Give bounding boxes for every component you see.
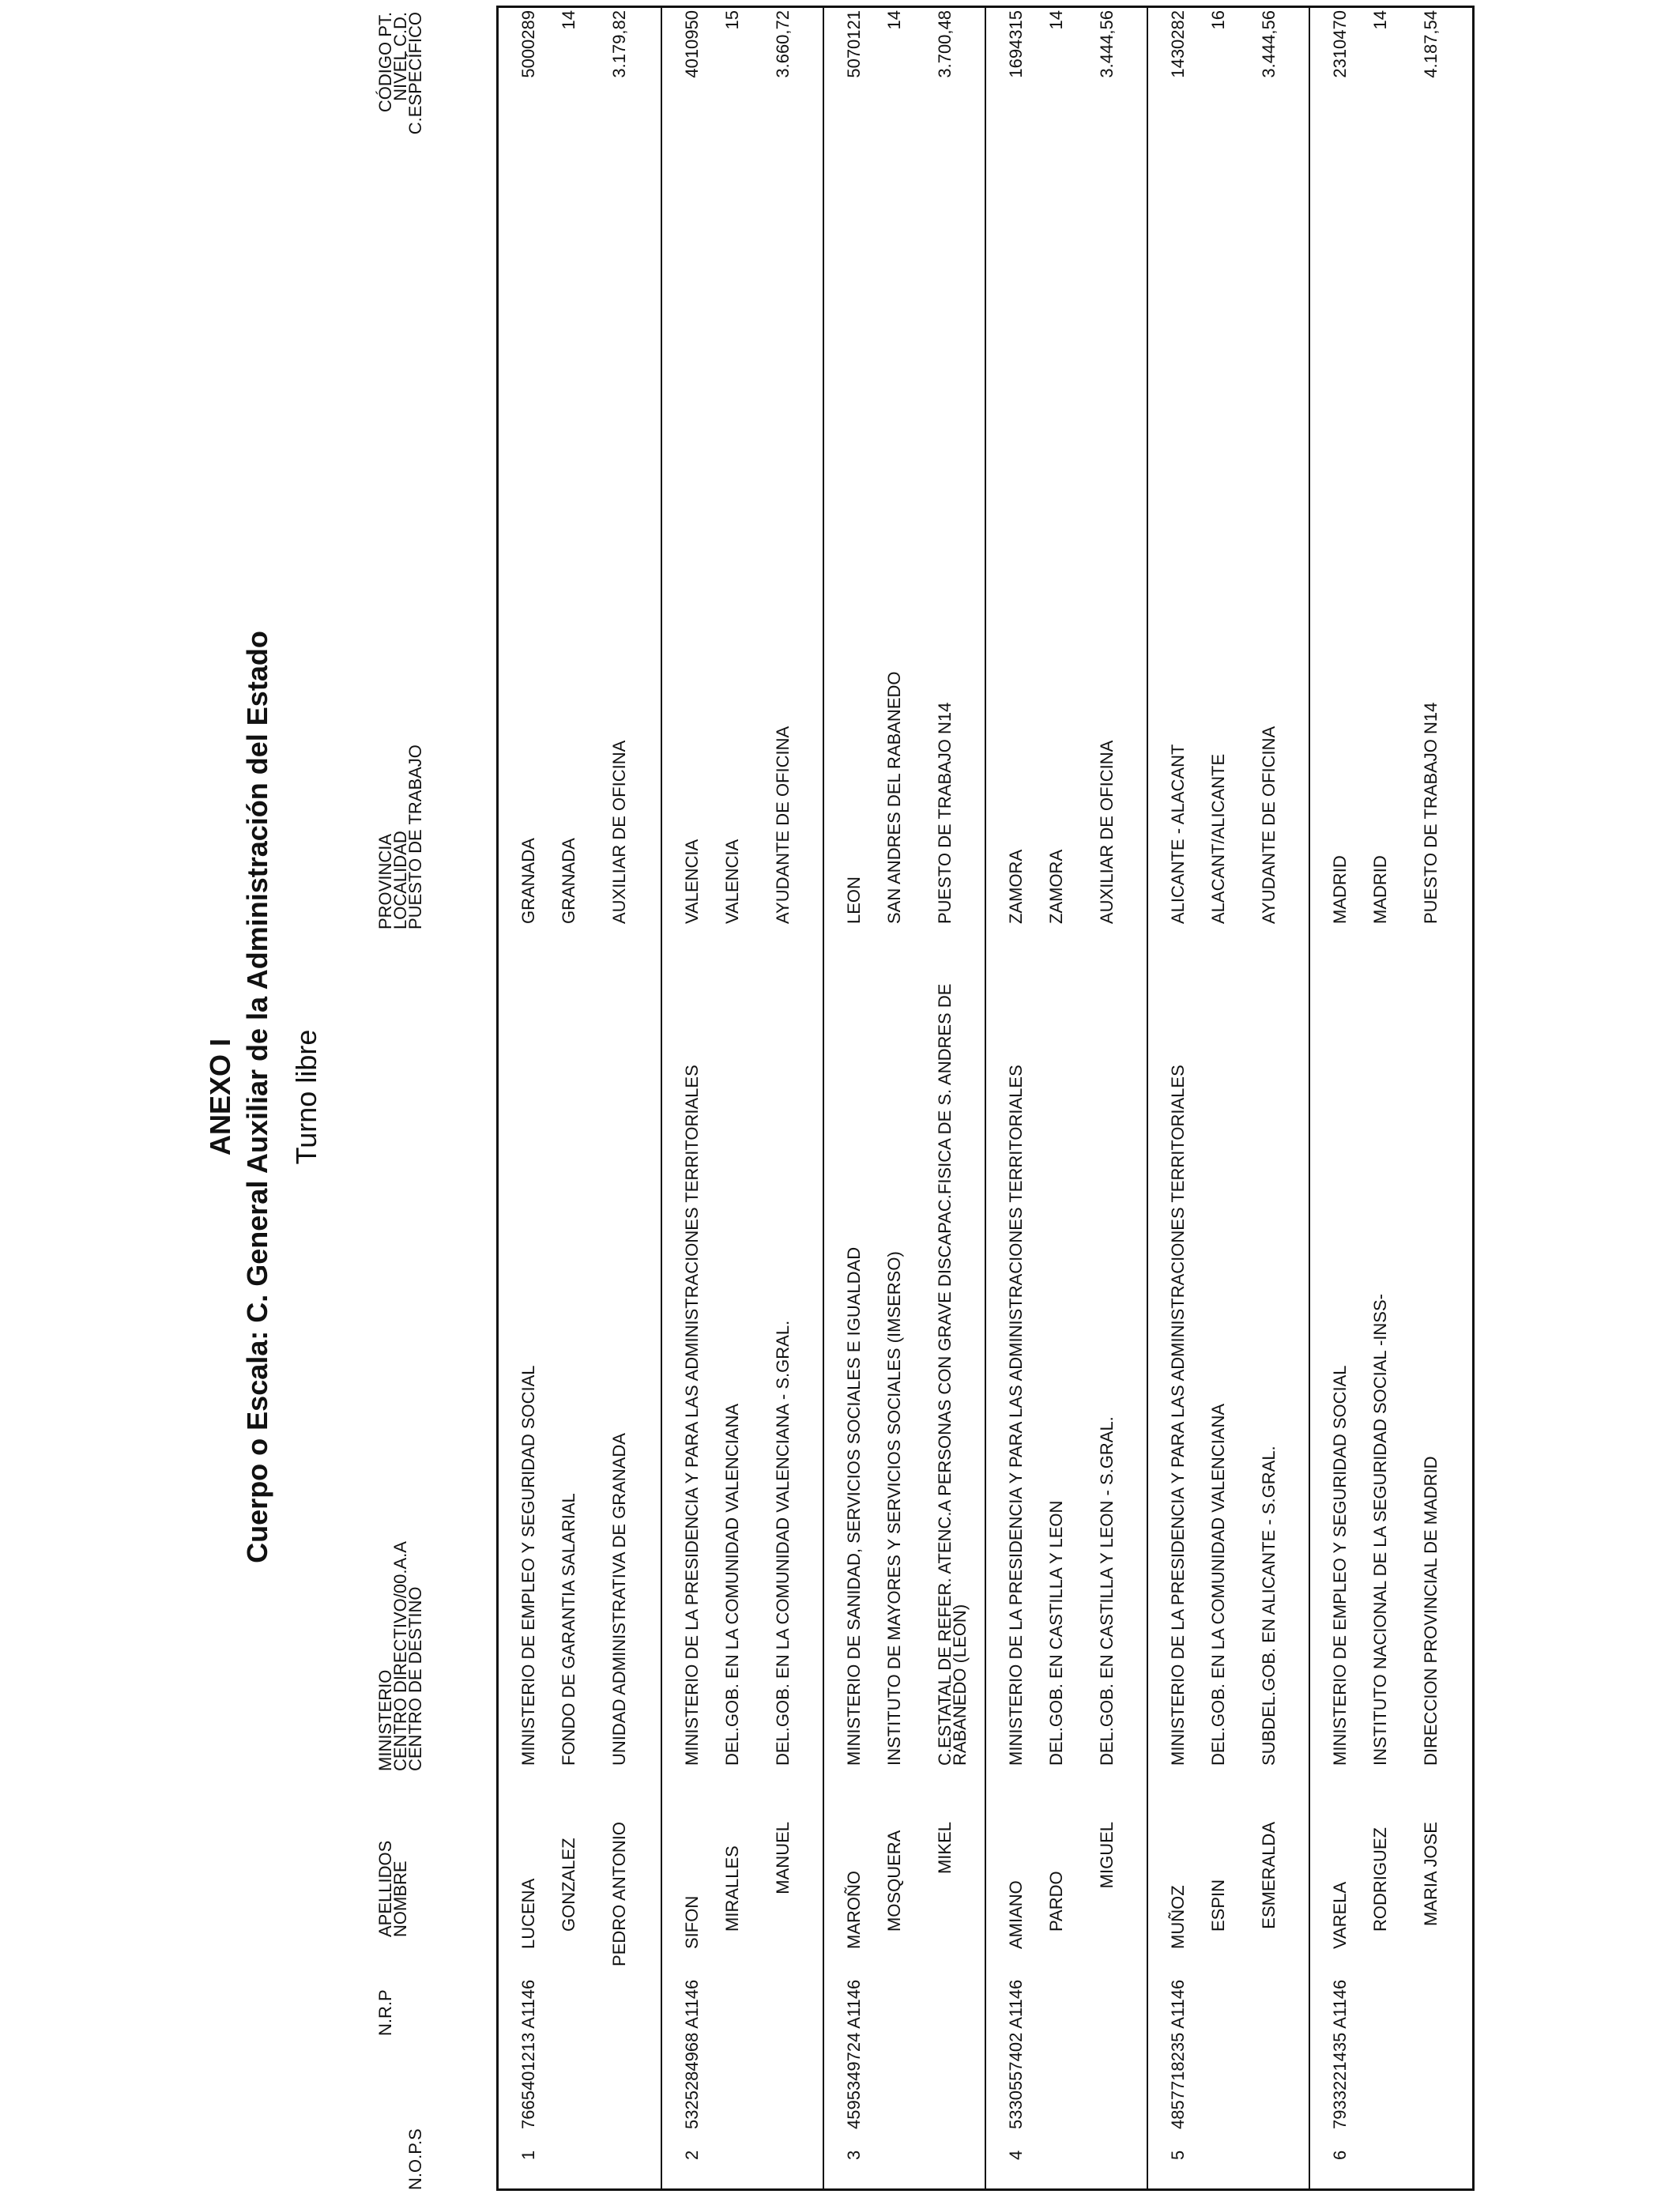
row-especifico: 3.179,82 (609, 10, 629, 78)
row-apellido1: SIFON (682, 1895, 702, 1949)
row-puesto: AYUDANTE DE OFICINA (1259, 726, 1279, 924)
row-centro: DEL.GOB. EN LA COMUNIDAD VALENCIANA (722, 1403, 742, 1766)
row-destino: C.ESTATAL DE REFER. ATENC.A PERSONAS CON GRAVE DISCAPAC.FISICA DE S. ANDRES DE RABANEDO (LEON) (935, 983, 970, 1766)
row-especifico: 4.187,54 (1421, 10, 1441, 78)
header-codigo: CÓDIGO PT. NIVEL C.D. C.ESPECÍFICO (375, 12, 425, 135)
row-nrp: 7933221435 A1146 (1330, 1979, 1350, 2129)
header-nrp: N.R.P (375, 1989, 395, 2036)
row-ministerio: MINISTERIO DE EMPLEO Y SEGURIDAD SOCIAL (1330, 1365, 1350, 1766)
row-apellido1: VARELA (1330, 1881, 1350, 1949)
row-nombre: MARIA JOSE (1421, 1822, 1441, 1927)
row-centro: DEL.GOB. EN LA COMUNIDAD VALENCIANA (1208, 1403, 1228, 1766)
table-row (661, 8, 824, 2188)
row-ministerio: MINISTERIO DE LA PRESIDENCIA Y PARA LAS ADMINISTRACIONES TERRITORIALES (682, 1065, 702, 1766)
table-row (823, 8, 986, 2188)
row-provincia: GRANADA (518, 838, 538, 924)
turno-label: Turno libre (290, 1029, 322, 1165)
row-provincia: VALENCIA (682, 839, 702, 924)
row-apellido2: MIRALLES (722, 1845, 742, 1932)
row-provincia: MADRID (1330, 855, 1350, 924)
row-puesto: AUXILIAR DE OFICINA (609, 740, 629, 924)
row-nombre: PEDRO ANTONIO (609, 1822, 629, 1966)
header-nops: N.O.P.S (405, 2128, 425, 2190)
row-puesto: PUESTO DE TRABAJO N14 (935, 702, 955, 924)
row-apellido2: ESPIN (1208, 1879, 1228, 1932)
row-puesto: AYUDANTE DE OFICINA (773, 726, 793, 924)
row-especifico: 3.660,72 (773, 10, 793, 78)
row-destino: SUBDEL.GOB. EN ALICANTE - S.GRAL. (1259, 1446, 1279, 1766)
row-codigo: 4010950 (682, 10, 702, 78)
row-destino: DIRECCION PROVINCIAL DE MADRID (1421, 1456, 1441, 1766)
row-nombre: ESMERALDA (1259, 1822, 1279, 1929)
row-number: 3 (844, 2150, 864, 2160)
header-ministerio: MINISTERIO CENTRO DIRECTIVO/00.A.A CENTRO DE DESTINO (375, 1541, 425, 1771)
table-row (499, 8, 661, 2188)
row-localidad: SAN ANDRES DEL RABANEDO (884, 671, 904, 924)
row-centro: DEL.GOB. EN CASTILLA Y LEON (1046, 1500, 1066, 1766)
row-codigo: 1430282 (1168, 10, 1188, 78)
row-localidad: ALACANT/ALICANTE (1208, 753, 1228, 924)
row-destino: UNIDAD ADMINISTRATIVA DE GRANADA (609, 1433, 629, 1766)
row-provincia: ALICANTE - ALACANT (1168, 744, 1188, 924)
row-ministerio: MINISTERIO DE SANIDAD, SERVICIOS SOCIALES E IGUALDAD (844, 1246, 864, 1766)
row-ministerio: MINISTERIO DE LA PRESIDENCIA Y PARA LAS ADMINISTRACIONES TERRITORIALES (1168, 1065, 1188, 1766)
row-codigo: 1694315 (1006, 10, 1026, 78)
row-centro: INSTITUTO DE MAYORES Y SERVICIOS SOCIALES (IMSERSO) (884, 1251, 904, 1766)
row-nivel: 14 (884, 10, 904, 30)
table-row (985, 8, 1148, 2188)
row-apellido2: RODRIGUEZ (1370, 1827, 1390, 1932)
row-destino: DEL.GOB. EN CASTILLA Y LEON - S.GRAL. (1097, 1416, 1117, 1766)
row-nivel: 16 (1208, 10, 1228, 30)
row-ministerio: MINISTERIO DE EMPLEO Y SEGURIDAD SOCIAL (518, 1365, 538, 1766)
row-number: 6 (1330, 2150, 1350, 2160)
row-nrp: 5330557402 A1146 (1006, 1979, 1026, 2129)
row-codigo: 5070121 (844, 10, 864, 78)
row-nrp: 5325284968 A1146 (682, 1979, 702, 2129)
row-apellido2: MOSQUERA (884, 1830, 904, 1932)
row-nrp: 4595349724 A1146 (844, 1979, 864, 2129)
row-number: 5 (1168, 2150, 1188, 2160)
row-puesto: AUXILIAR DE OFICINA (1097, 740, 1117, 924)
row-apellido1: MAROÑO (844, 1871, 864, 1949)
row-codigo: 5000289 (518, 10, 538, 78)
adjudication-table (496, 6, 1475, 2191)
row-nivel: 14 (559, 10, 578, 30)
row-nivel: 14 (1370, 10, 1390, 30)
row-nombre: MANUEL (773, 1822, 793, 1894)
row-centro: FONDO DE GARANTIA SALARIAL (559, 1493, 578, 1766)
row-nombre: MIGUEL (1097, 1822, 1117, 1889)
header-apellidos-nombre: APELLIDOS NOMBRE (375, 1840, 410, 1937)
table-row (1309, 8, 1472, 2188)
row-codigo: 2310470 (1330, 10, 1350, 78)
document-subtitle: Cuerpo o Escala: C. General Auxiliar de la Administración del Estado (241, 631, 273, 1563)
row-apellido2: PARDO (1046, 1871, 1066, 1932)
row-nombre: MIKEL (935, 1822, 955, 1875)
row-apellido2: GONZALEZ (559, 1838, 578, 1932)
row-provincia: LEON (844, 876, 864, 924)
row-puesto: PUESTO DE TRABAJO N14 (1421, 702, 1441, 924)
document-title: ANEXO I (204, 1038, 236, 1156)
row-nivel: 14 (1046, 10, 1066, 30)
row-especifico: 3.444,56 (1097, 10, 1117, 78)
row-apellido1: AMIANO (1006, 1880, 1026, 1949)
row-localidad: GRANADA (559, 838, 578, 924)
row-especifico: 3.444,56 (1259, 10, 1279, 78)
row-apellido1: LUCENA (518, 1878, 538, 1949)
row-apellido1: MUÑOZ (1168, 1885, 1188, 1949)
row-especifico: 3.700,48 (935, 10, 955, 78)
row-localidad: VALENCIA (722, 839, 742, 924)
row-nivel: 15 (722, 10, 742, 30)
row-number: 4 (1006, 2150, 1026, 2160)
row-centro: INSTITUTO NACIONAL DE LA SEGURIDAD SOCIAL -INSS- (1370, 1294, 1390, 1766)
row-localidad: MADRID (1370, 855, 1390, 924)
row-destino: DEL.GOB. EN LA COMUNIDAD VALENCIANA - S.GRAL. (773, 1320, 793, 1766)
header-provincia: PROVINCIA LOCALIDAD PUESTO DE TRABAJO (375, 745, 425, 929)
row-provincia: ZAMORA (1006, 849, 1026, 924)
row-nrp: 4857718235 A1146 (1168, 1979, 1188, 2129)
row-localidad: ZAMORA (1046, 849, 1066, 924)
row-ministerio: MINISTERIO DE LA PRESIDENCIA Y PARA LAS ADMINISTRACIONES TERRITORIALES (1006, 1065, 1026, 1766)
table-row (1147, 8, 1310, 2188)
row-number: 2 (682, 2150, 702, 2160)
row-number: 1 (518, 2150, 538, 2160)
row-nrp: 7665401213 A1146 (518, 1979, 538, 2129)
